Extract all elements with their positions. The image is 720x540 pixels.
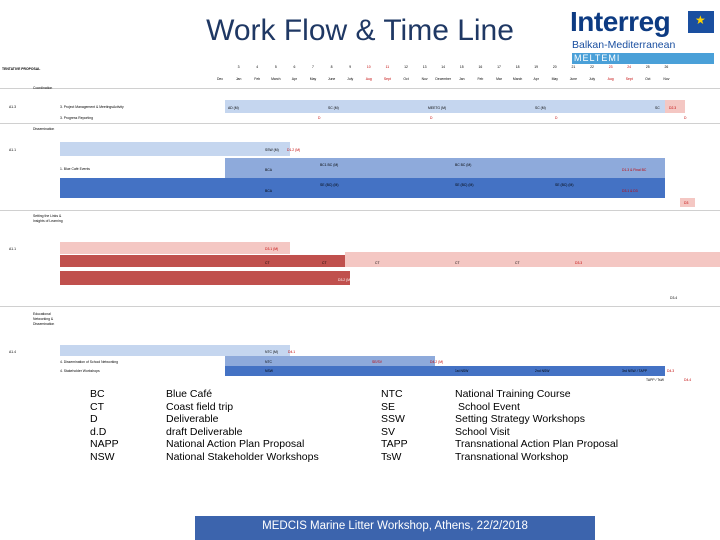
gantt-header-label: TENTATIVE PROPOSAL bbox=[2, 67, 41, 71]
milestone-label: SE (BC) (M) bbox=[555, 183, 574, 187]
deliverable-label: D bbox=[430, 116, 433, 120]
legend-meaning: Setting Strategy Workshops bbox=[455, 413, 585, 426]
deliverable-label: D4.1 bbox=[288, 350, 296, 354]
milestone-label: CT bbox=[375, 261, 380, 265]
interreg-logo bbox=[570, 6, 716, 62]
month-number: 12 bbox=[404, 65, 408, 69]
milestone-label: BC1 BC (M) bbox=[320, 163, 339, 167]
legend-abbr: SE bbox=[381, 400, 396, 413]
month-name: March bbox=[512, 77, 523, 81]
milestone-label: BCA bbox=[265, 168, 272, 172]
milestone-label: CT bbox=[322, 261, 327, 265]
month-number: 25 bbox=[645, 65, 650, 69]
deliverable-label: D bbox=[684, 116, 687, 120]
milestone-label: TAPP / TsW bbox=[646, 378, 664, 382]
month-name: July bbox=[588, 77, 596, 81]
month-name: Mar bbox=[496, 77, 502, 81]
row-id: A1.1 bbox=[9, 148, 16, 152]
month-number: 19 bbox=[534, 65, 539, 69]
month-name: Nov bbox=[421, 77, 428, 81]
deliverable-label: D3 bbox=[684, 201, 689, 205]
logo-project: MELTEMI bbox=[574, 53, 621, 63]
gantt-bar bbox=[60, 288, 680, 304]
month-number: 8 bbox=[330, 65, 333, 69]
gantt-chart bbox=[0, 62, 720, 384]
row-label: 4. Transnational Workshop bbox=[60, 378, 101, 382]
milestone-label: 1st NSW bbox=[455, 369, 469, 373]
gantt-bar bbox=[60, 271, 350, 285]
row-label: 3. Project Management & MeetingsActivity bbox=[60, 105, 124, 109]
month-name: Aug bbox=[365, 77, 372, 81]
month-number: 22 bbox=[590, 65, 594, 69]
milestone-label: SC (M) bbox=[535, 106, 546, 110]
gantt-bar bbox=[60, 178, 665, 198]
row-label: 4. Dissemination of School Networking bbox=[60, 360, 119, 364]
legend-abbr: NSW bbox=[90, 450, 115, 463]
month-number: 21 bbox=[571, 65, 576, 69]
milestone-label: SC (M) bbox=[328, 106, 339, 110]
deliverable-label: D3.1 & D3 bbox=[622, 189, 638, 193]
milestone-label: NTC (M) bbox=[265, 350, 278, 354]
milestone-label: CT bbox=[515, 261, 520, 265]
deliverable-label: D1.3 & Final BC bbox=[622, 168, 647, 172]
gantt-bar bbox=[225, 356, 435, 366]
deliverable-label: D4.2 (M) bbox=[430, 360, 444, 364]
section-setting-links: Setting the Links & Insights of Learning bbox=[33, 214, 63, 223]
section-dissemination: Dissemination bbox=[33, 127, 55, 131]
grid-line bbox=[0, 88, 720, 89]
milestone-label: NSW bbox=[265, 369, 273, 373]
month-number: 20 bbox=[552, 65, 557, 69]
month-name: Jan bbox=[235, 77, 242, 81]
legend-abbr: SSW bbox=[381, 413, 405, 426]
month-name: Jan bbox=[459, 77, 465, 81]
deliverable-label: D3.1 (M) bbox=[265, 247, 279, 251]
legend-meaning: Transnational Workshop bbox=[455, 450, 569, 463]
month-number: 17 bbox=[497, 65, 501, 69]
month-name: Sept bbox=[383, 77, 391, 81]
gantt-bar bbox=[345, 252, 720, 267]
row-id: A1.3 bbox=[9, 105, 16, 109]
milestone-label: CT bbox=[455, 261, 460, 265]
eu-flag-icon bbox=[688, 11, 714, 33]
month-number: 9 bbox=[349, 65, 352, 69]
month-number: 24 bbox=[627, 65, 632, 69]
deliverable-label: D4.4 bbox=[684, 378, 692, 382]
footer-banner bbox=[195, 516, 595, 540]
footer-text: MEDCIS Marine Litter Workshop, Athens, 22/2/2018 bbox=[262, 520, 528, 532]
legend-meaning: Blue Café bbox=[166, 388, 213, 400]
month-name: Aug bbox=[607, 77, 614, 81]
gantt-bar bbox=[60, 345, 290, 356]
milestone-label: BC BC (M) bbox=[455, 163, 472, 167]
legend-meaning: Deliverable bbox=[166, 413, 219, 426]
milestone-label: SE/SV bbox=[372, 360, 382, 364]
month-name: Apr bbox=[291, 77, 298, 81]
gantt-bar bbox=[60, 198, 680, 207]
month-number: 10 bbox=[366, 65, 371, 69]
logo-programme: Balkan-Mediterranean bbox=[572, 39, 676, 51]
row-label: 1. Blue Café Events bbox=[60, 167, 90, 171]
gantt-bar bbox=[60, 376, 680, 384]
legend-abbreviations-right bbox=[381, 388, 408, 464]
month-number: 4 bbox=[256, 65, 259, 69]
row-label: 1. Final Report of Setting & Learning bbox=[60, 296, 115, 300]
deliverable-label: D3.2 (M) bbox=[338, 278, 352, 282]
month-number: 5 bbox=[274, 65, 277, 69]
month-name: Oct bbox=[403, 77, 409, 81]
month-name: Dec bbox=[216, 77, 224, 81]
month-number: 18 bbox=[515, 65, 520, 69]
legend-abbr: D bbox=[90, 413, 98, 426]
month-number: 3 bbox=[237, 65, 240, 69]
row-label: 1. Educational Materials Communications bbox=[60, 201, 123, 205]
legend-abbr: CT bbox=[90, 400, 104, 413]
legend-abbreviations bbox=[90, 388, 119, 464]
legend-abbr: NTC bbox=[381, 388, 403, 400]
legend-meaning: National Stakeholder Workshops bbox=[166, 450, 319, 463]
deliverable-label: D2.3 bbox=[669, 106, 677, 110]
deliverable-label: D4.3 bbox=[667, 369, 675, 373]
legend-meaning: Coast field trip bbox=[166, 400, 234, 413]
deliverable-label: D bbox=[318, 116, 321, 120]
milestone-label: CT bbox=[265, 261, 270, 265]
deliverable-label: D3.4 bbox=[670, 296, 678, 300]
gantt-bar bbox=[60, 242, 290, 254]
month-name: June bbox=[327, 77, 336, 81]
legend-meaning: Transnational Action Plan Proposal bbox=[455, 438, 619, 451]
legend-meaning: National Action Plan Proposal bbox=[166, 438, 305, 451]
month-number: 26 bbox=[664, 65, 669, 69]
month-name: Sept bbox=[625, 77, 633, 81]
legend-abbr: SV bbox=[381, 425, 396, 438]
logo-wordmark: Interreg bbox=[570, 6, 671, 37]
grid-line bbox=[0, 123, 720, 124]
month-name: May bbox=[551, 77, 558, 81]
deliverable-label: D1.2 (M) bbox=[287, 148, 301, 152]
milestone-label: 2nd NSW bbox=[535, 369, 550, 373]
month-number: 23 bbox=[608, 65, 613, 69]
legend-abbr: d.D bbox=[90, 425, 107, 438]
month-number: 11 bbox=[385, 65, 390, 69]
milestone-label: AD (M) bbox=[228, 106, 239, 110]
legend-abbr: BC bbox=[90, 388, 105, 400]
milestone-label: SE (BC) (M) bbox=[455, 183, 474, 187]
milestone-label: SSW (M) bbox=[265, 148, 279, 152]
month-number: 13 bbox=[422, 65, 427, 69]
month-name: Feb bbox=[477, 77, 484, 81]
month-name: June bbox=[569, 77, 578, 81]
month-name: March bbox=[271, 77, 281, 81]
deliverable-label: D bbox=[555, 116, 558, 120]
milestone-label: 3rd NSW / TAPP bbox=[622, 369, 648, 373]
row-id: A1.1 bbox=[9, 247, 16, 251]
month-number: 16 bbox=[478, 65, 483, 69]
milestone-label: BCA bbox=[265, 189, 272, 193]
legend-abbr: NAPP bbox=[90, 438, 119, 451]
legend-abbr: TsW bbox=[381, 450, 402, 463]
month-number: 14 bbox=[441, 65, 446, 69]
month-number: 6 bbox=[293, 65, 296, 69]
row-label: 3. Progress Reporting bbox=[60, 116, 93, 120]
legend-meaning: School Event bbox=[458, 400, 520, 413]
grid-line bbox=[0, 306, 720, 307]
section-coordination: Coordination bbox=[33, 86, 53, 90]
milestone-label: NTC bbox=[265, 360, 272, 364]
milestone-label: MEETG (M) bbox=[428, 106, 447, 110]
slide-title: Work Flow & Time Line bbox=[206, 14, 514, 47]
section-educational-networking: Educational Networking & Dissemination bbox=[33, 312, 55, 326]
legend-meanings-right bbox=[455, 388, 618, 464]
row-id: A1.4 bbox=[9, 350, 16, 354]
milestone-label: SC bbox=[655, 106, 660, 110]
gantt-bar bbox=[225, 366, 665, 376]
legend-meaning: National Training Course bbox=[455, 388, 571, 400]
month-number: 15 bbox=[459, 65, 464, 69]
month-name: May bbox=[309, 77, 317, 81]
gantt-bar bbox=[60, 142, 290, 156]
legend-meaning: School Visit bbox=[455, 425, 510, 438]
legend-abbr: TAPP bbox=[381, 438, 408, 451]
month-name: Oct bbox=[645, 77, 651, 81]
milestone-label: SE (BC) (M) bbox=[320, 183, 339, 187]
legend-meaning: draft Deliverable bbox=[166, 425, 243, 438]
month-name: Feb bbox=[254, 77, 261, 81]
row-label: 4. Stakeholder Workshops bbox=[60, 369, 100, 373]
month-name: Nov bbox=[663, 77, 670, 81]
legend-meanings bbox=[166, 388, 319, 464]
grid-line bbox=[0, 210, 720, 211]
deliverable-label: D3.3 bbox=[575, 261, 583, 265]
month-number: 7 bbox=[312, 65, 314, 69]
month-name: July bbox=[347, 77, 354, 81]
month-name: Apr bbox=[533, 77, 539, 81]
gantt-bar bbox=[225, 158, 665, 178]
month-name: December bbox=[435, 77, 451, 81]
